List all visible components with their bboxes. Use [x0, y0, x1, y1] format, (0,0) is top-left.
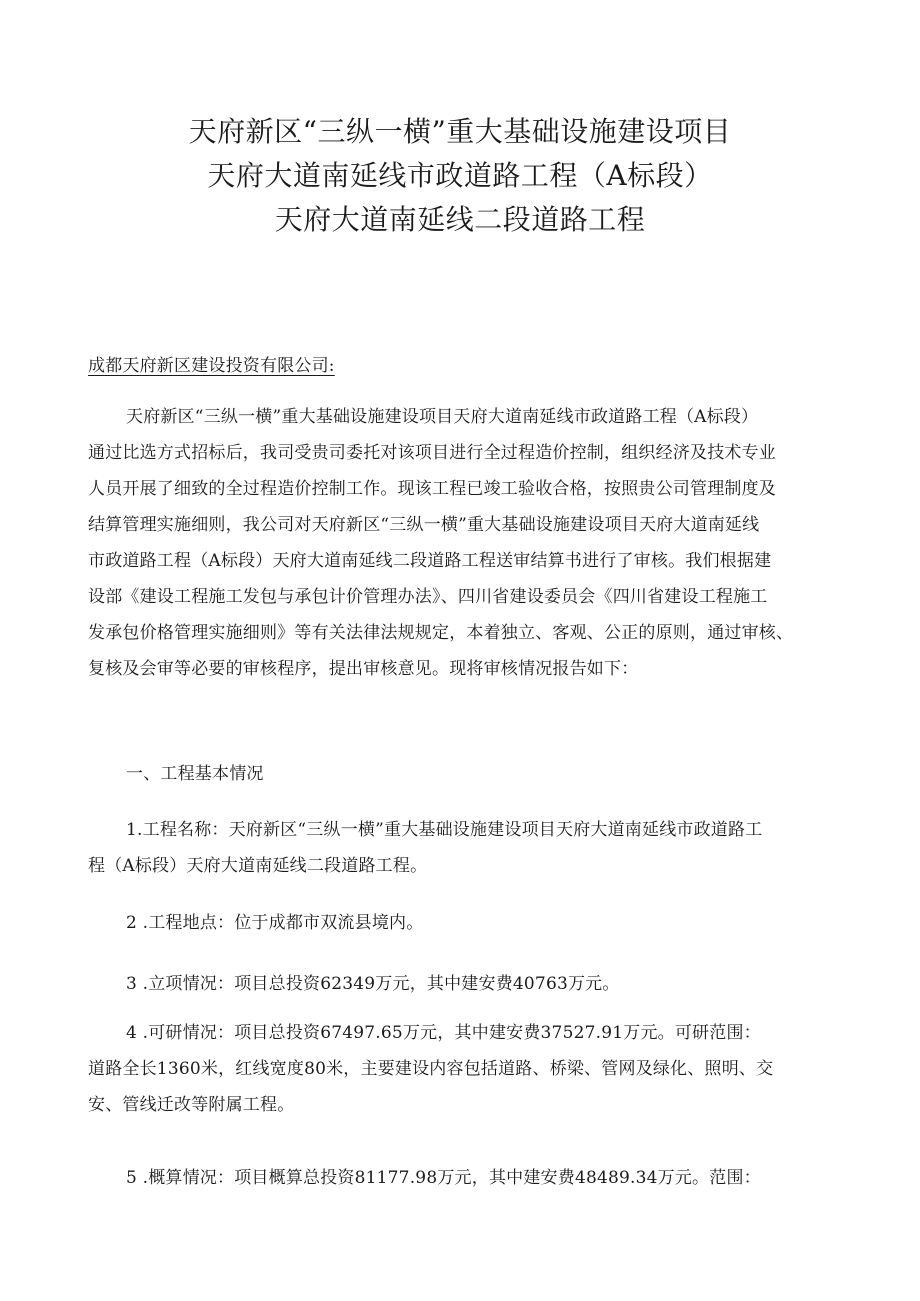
title-line-1: 天府新区“三纵一横”重大基础设施建设项目 [188, 115, 732, 148]
section-heading [88, 756, 858, 792]
item-5-line: 5 .概算情况：项目概算总投资81177.98万元，其中建安费48489.34万元。范围： [126, 1168, 761, 1188]
item-4-line: 道路全长1360米，红线宽度80米，主要建设内容包括道路、桥梁、管网及绿化、照明、交 [88, 1059, 774, 1079]
item-1 [88, 812, 858, 884]
item-1-line: 程（A标段）天府大道南延线二段道路工程。 [88, 856, 428, 876]
item-4-line: 安、管线迁改等附属工程。 [88, 1095, 295, 1115]
section-heading-text: 一、工程基本情况 [126, 764, 264, 784]
item-5 [88, 1160, 858, 1196]
item-4-line: 4 .可研情况：项目总投资67497.65万元，其中建安费37527.91万元。可研范围： [126, 1023, 761, 1043]
title-line-2: 天府大道南延线市政道路工程（A标段） [207, 159, 713, 192]
intro-line: 结算管理实施细则，我公司对天府新区“三纵一横”重大基础设施建设项目天府大道南延线 [88, 515, 760, 535]
item-3 [88, 966, 858, 1002]
intro-line: 市政道路工程（A标段）天府大道南延线二段道路工程送审结算书进行了审核。我们根据建 [88, 551, 772, 571]
item-1-line: 1.工程名称：天府新区“三纵一横”重大基础设施建设项目天府大道南延线市政道路工 [126, 820, 763, 840]
document-title [0, 110, 920, 242]
intro-line: 通过比选方式招标后，我司受贵司委托对该项目进行全过程造价控制，组织经济及技术专业 [88, 443, 776, 463]
title-line-3: 天府大道南延线二段道路工程 [274, 203, 646, 236]
intro-line: 设部《建设工程施工发包与承包计价管理办法》、四川省建设委员会《四川省建设工程施工 [88, 587, 768, 607]
intro-line: 发承包价格管理实施细则》等有关法律法规规定，本着独立、客观、公正的原则，通过审核、 [88, 623, 794, 643]
intro-paragraph [88, 399, 858, 687]
intro-line: 天府新区“三纵一横”重大基础设施建设项目天府大道南延线市政道路工程（A标段） [126, 407, 759, 427]
item-2 [88, 905, 858, 941]
intro-line: 人员开展了细致的全过程造价控制工作。现该工程已竣工验收合格，按照贵公司管理制度及 [88, 479, 776, 499]
item-2-line: 2 .工程地点：位于成都市双流县境内。 [126, 913, 424, 933]
intro-line: 复核及会审等必要的审核程序，提出审核意见。现将审核情况报告如下： [88, 659, 639, 679]
addressee: 成都天府新区建设投资有限公司: [88, 356, 335, 376]
item-3-line: 3 .立项情况：项目总投资62349万元，其中建安费40763万元。 [126, 974, 620, 994]
item-4 [88, 1015, 858, 1123]
